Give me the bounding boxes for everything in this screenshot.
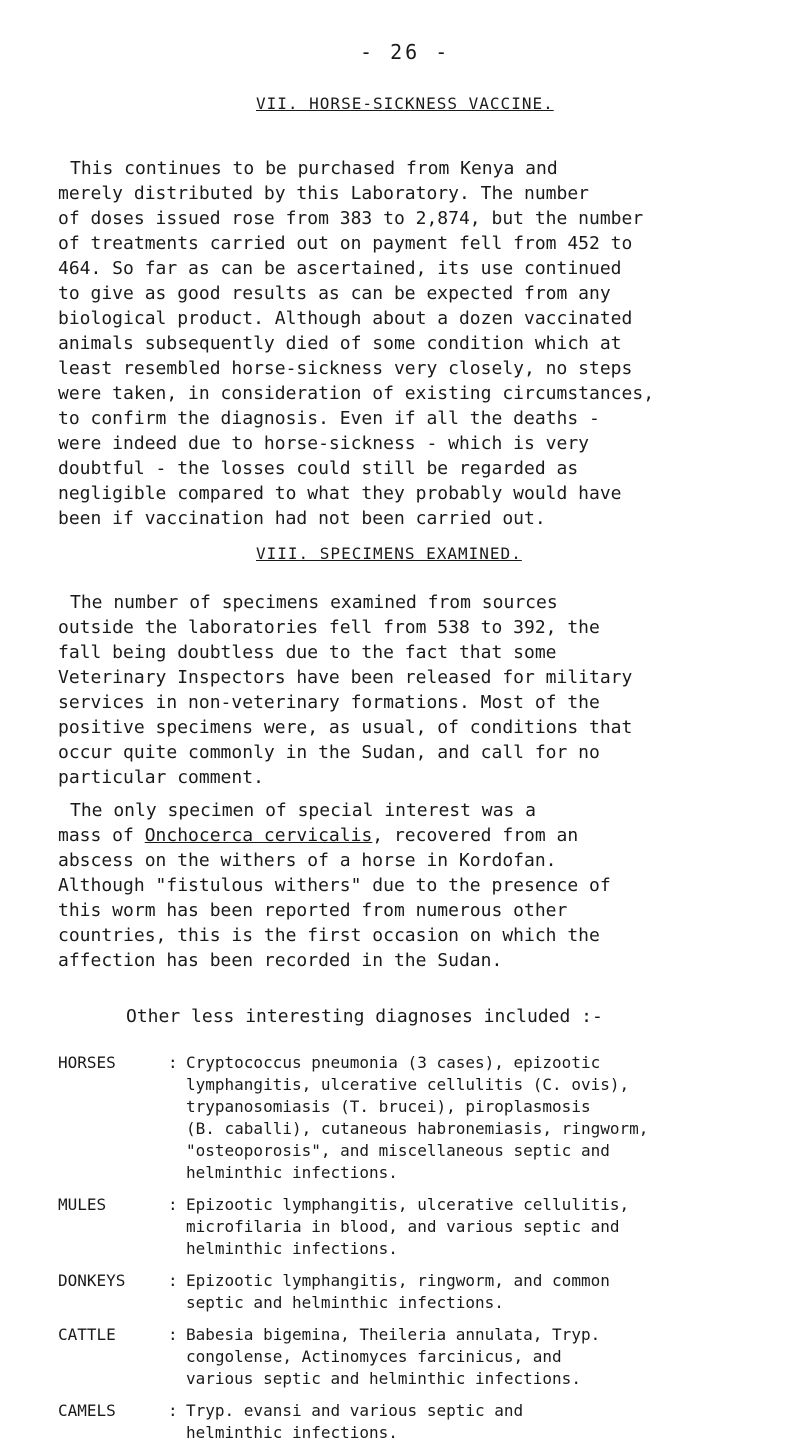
label-colon: : bbox=[168, 1271, 178, 1290]
text-line: particular comment. bbox=[58, 767, 264, 788]
text-line: been if vaccination had not been carried out. bbox=[58, 508, 546, 529]
text-line: Epizootic lymphangitis, ulcerative cellulitis, bbox=[186, 1195, 630, 1214]
text-line: Veterinary Inspectors have been released for military bbox=[58, 667, 633, 688]
text-line: negligible compared to what they probably would have bbox=[58, 483, 622, 504]
specimens-paragraph bbox=[58, 590, 632, 790]
animal-label: CATTLE bbox=[58, 1325, 116, 1344]
diagnosis-text bbox=[186, 1324, 600, 1390]
animal-label: HORSES bbox=[58, 1053, 116, 1072]
text-line: congolense, Actinomyces farcinicus, and bbox=[186, 1347, 562, 1366]
text-line: of treatments carried out on payment fell from 452 to bbox=[58, 233, 633, 254]
text-line: The number of specimens examined from sources bbox=[70, 592, 558, 613]
page-number: - 26 - bbox=[360, 40, 451, 64]
label-colon: : bbox=[168, 1325, 178, 1344]
text-line: helminthic infections. bbox=[186, 1163, 398, 1182]
text-line: 464. So far as can be ascertained, its use continued bbox=[58, 258, 622, 279]
text-line: Epizootic lymphangitis, ringworm, and common bbox=[186, 1271, 610, 1290]
text-line: this worm has been reported from numerous other bbox=[58, 900, 568, 921]
vaccine-paragraph bbox=[58, 156, 654, 531]
text-line: Although "fistulous withers" due to the presence of bbox=[58, 875, 611, 896]
animal-label: CAMELS bbox=[58, 1401, 116, 1420]
text-line: services in non-veterinary formations. Most of the bbox=[58, 692, 600, 713]
text-line: of doses issued rose from 383 to 2,874, but the number bbox=[58, 208, 644, 229]
text-line: positive specimens were, as usual, of conditions that bbox=[58, 717, 633, 738]
diagnosis-entry-horses bbox=[58, 1052, 788, 1184]
onchocerca-paragraph bbox=[58, 798, 611, 973]
text-line: various septic and helminthic infections. bbox=[186, 1369, 581, 1388]
label-colon: : bbox=[168, 1053, 178, 1072]
diagnoses-intro bbox=[126, 1004, 603, 1029]
diagnosis-text bbox=[186, 1194, 629, 1260]
text-line: Babesia bigemina, Theileria annulata, Tryp. bbox=[186, 1325, 601, 1344]
text-line: Other less interesting diagnoses included :- bbox=[126, 1006, 603, 1027]
text-line: helminthic infections. bbox=[186, 1239, 398, 1258]
diagnosis-entry-cattle bbox=[58, 1324, 788, 1390]
text-fragment: , recovered from an bbox=[372, 825, 579, 846]
animal-label: DONKEYS bbox=[58, 1271, 126, 1290]
text-line: lymphangitis, ulcerative cellulitis (C. ovis), bbox=[186, 1075, 630, 1094]
diagnosis-entry-camels bbox=[58, 1400, 788, 1444]
text-line: doubtful - the losses could still be regarded as bbox=[58, 458, 579, 479]
text-line: to give as good results as can be expected from any bbox=[58, 283, 611, 304]
text-line: helminthic infections. bbox=[186, 1423, 398, 1442]
diagnosis-text bbox=[186, 1052, 648, 1184]
text-line: least resembled horse-sickness very closely, no steps bbox=[58, 358, 633, 379]
text-fragment: mass of bbox=[58, 825, 145, 846]
text-line: occur quite commonly in the Sudan, and call for no bbox=[58, 742, 600, 763]
text-line: abscess on the withers of a horse in Kordofan. bbox=[58, 850, 557, 871]
text-line: microfilaria in blood, and various septic and bbox=[186, 1217, 620, 1236]
text-line: countries, this is the first occasion on which the bbox=[58, 925, 600, 946]
label-colon: : bbox=[168, 1195, 178, 1214]
diagnosis-entry-donkeys bbox=[58, 1270, 788, 1314]
diagnosis-text bbox=[186, 1270, 610, 1314]
text-line: (B. caballi), cutaneous habronemiasis, ringworm, bbox=[186, 1119, 649, 1138]
diagnosis-entry-mules bbox=[58, 1194, 788, 1260]
text-line: This continues to be purchased from Kenya and bbox=[70, 158, 558, 179]
species-name: Onchocerca cervicalis bbox=[144, 825, 373, 846]
text-line: affection has been recorded in the Sudan. bbox=[58, 950, 503, 971]
animal-label: MULES bbox=[58, 1195, 107, 1214]
text-line: merely distributed by this Laboratory. The number bbox=[58, 183, 590, 204]
diagnosis-text bbox=[186, 1400, 523, 1444]
text-line: were indeed due to horse-sickness - which is very bbox=[58, 433, 590, 454]
text-line bbox=[58, 823, 611, 848]
text-line: were taken, in consideration of existing circumstances, bbox=[58, 383, 655, 404]
text-line: biological product. Although about a dozen vaccinated bbox=[58, 308, 633, 329]
section-heading-specimens: VIII. SPECIMENS EXAMINED. bbox=[256, 544, 522, 563]
text-line: septic and helminthic infections. bbox=[186, 1293, 504, 1312]
section-heading-vaccine: VII. HORSE-SICKNESS VACCINE. bbox=[256, 94, 554, 113]
text-line: fall being doubtless due to the fact that some bbox=[58, 642, 557, 663]
text-line: trypanosomiasis (T. brucei), piroplasmosis bbox=[186, 1097, 591, 1116]
text-line: to confirm the diagnosis. Even if all the deaths - bbox=[58, 408, 600, 429]
text-line: Cryptococcus pneumonia (3 cases), epizootic bbox=[186, 1053, 601, 1072]
text-line: Tryp. evansi and various septic and bbox=[186, 1401, 524, 1420]
label-colon: : bbox=[168, 1401, 178, 1420]
text-line: animals subsequently died of some condition which at bbox=[58, 333, 622, 354]
text-line: outside the laboratories fell from 538 to 392, the bbox=[58, 617, 600, 638]
text-line: The only specimen of special interest was a bbox=[70, 800, 536, 821]
text-line: "osteoporosis", and miscellaneous septic and bbox=[186, 1141, 610, 1160]
